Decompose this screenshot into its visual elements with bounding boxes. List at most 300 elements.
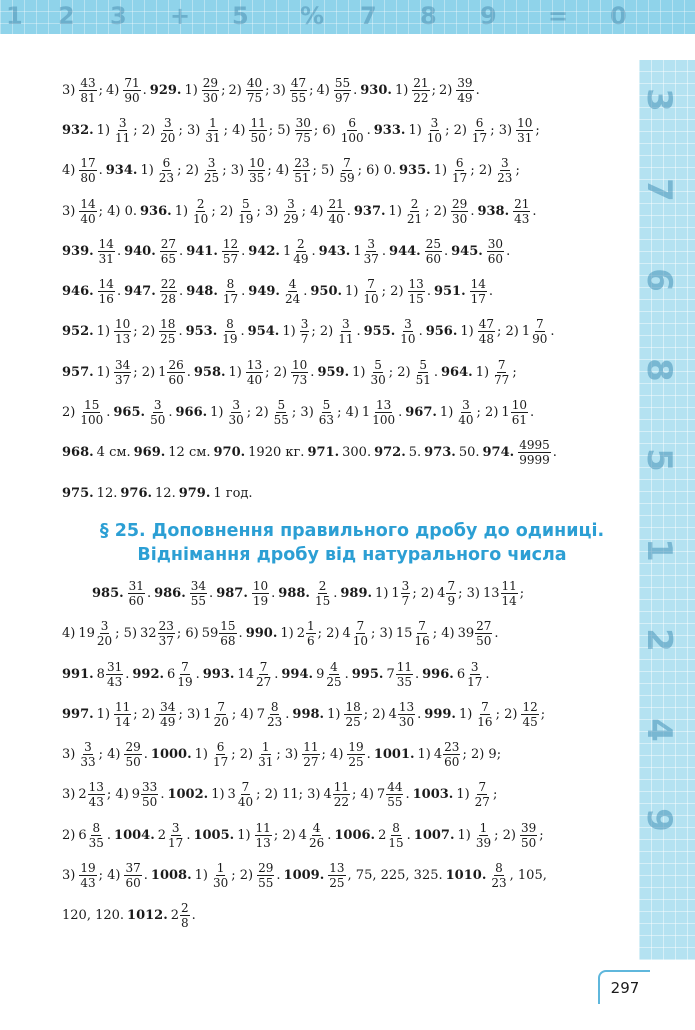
answer-text: . (143, 867, 148, 883)
fraction (212, 861, 229, 890)
fraction-denominator: 17 (212, 755, 229, 770)
fraction (474, 780, 491, 809)
fraction (352, 619, 369, 648)
mixed-whole-part: 4 (298, 827, 307, 843)
fraction (204, 116, 221, 145)
answer-line (62, 312, 642, 352)
exercise-number: 991. (62, 666, 94, 682)
fraction (456, 76, 473, 105)
mixed-whole-part: 59 (201, 626, 219, 642)
fraction (257, 861, 274, 890)
fraction (203, 156, 220, 185)
fraction-numerator: 21 (328, 196, 344, 211)
fraction-denominator: 27 (255, 674, 272, 689)
fraction (413, 619, 430, 648)
fraction (79, 740, 96, 769)
fraction-numerator: 11 (255, 820, 271, 835)
answer-text: . (532, 203, 537, 219)
fraction (340, 116, 365, 145)
exercise-number: 993. (202, 666, 235, 682)
fraction-numerator: 4 (330, 659, 338, 674)
answer-text: ; (265, 82, 270, 98)
answer-text: ; 2) (133, 122, 156, 138)
answer-text: . (475, 82, 480, 98)
fraction-denominator: 40 (328, 211, 344, 226)
answer-text: ; 4) (106, 787, 129, 803)
fraction (451, 197, 468, 226)
answer-text: 3) (62, 82, 76, 98)
mixed-whole-part: 15 (395, 626, 413, 642)
exercise-number: 953. (185, 324, 218, 340)
fraction-numerator: 10 (252, 578, 269, 593)
fraction-numerator: 47 (478, 317, 494, 332)
answer-text: . (346, 203, 351, 219)
answer-text: . (179, 284, 184, 300)
fraction (222, 237, 239, 266)
answer-line (62, 775, 642, 815)
answer-text: ; 2) (246, 405, 269, 421)
answer-text: ; 2) 9; (462, 747, 502, 763)
fraction-numerator: 3 (100, 619, 109, 634)
fraction-numerator: 3 (207, 156, 216, 171)
fraction (363, 237, 380, 266)
mixed-whole-part: 7 (386, 666, 395, 682)
fraction-numerator: 34 (160, 699, 176, 714)
fraction (306, 619, 316, 648)
fraction-numerator: 6 (162, 156, 171, 171)
answer-text: ; 3) (371, 626, 393, 642)
fraction (371, 398, 396, 427)
exercise-number: 955. (363, 324, 396, 340)
answer-text: , 75, 225, 325. (347, 867, 443, 883)
exercise-number: 1001. (373, 747, 415, 763)
answer-text: ; 4) (267, 163, 290, 179)
fraction-numerator: 3 (171, 820, 180, 835)
fraction (475, 619, 492, 648)
answer-text: ; (309, 82, 314, 98)
answer-text: ; 2) (494, 827, 516, 843)
fraction-numerator: 7 (418, 619, 426, 634)
mixed-whole-part: 4 (433, 747, 443, 763)
answer-text: . (98, 163, 103, 179)
fraction-numerator: 44 (387, 780, 403, 795)
fraction (396, 660, 413, 689)
exercise-number: 951. (433, 284, 466, 300)
answer-text: ; 2) (265, 364, 288, 380)
fraction (344, 700, 361, 729)
exercise-number: 932. (62, 122, 94, 138)
fraction-numerator: 13 (408, 277, 424, 292)
fraction (490, 861, 507, 890)
fraction-numerator: 7 (241, 780, 250, 795)
fraction (96, 619, 113, 648)
fraction-denominator: 25 (203, 171, 220, 186)
fraction-denominator: 30 (398, 714, 415, 729)
exercise-number: 950. (310, 284, 343, 300)
fraction-denominator: 21 (406, 211, 423, 226)
fraction-numerator: 55 (334, 75, 351, 90)
exercise-number: 996. (422, 666, 454, 682)
fraction (149, 398, 166, 427)
fraction-denominator: 20 (213, 714, 229, 729)
fraction (128, 579, 145, 608)
answer-text: ; (539, 827, 544, 843)
answer-line (62, 614, 642, 654)
fraction-denominator: 55 (190, 593, 207, 608)
answer-text: 50. (458, 445, 480, 461)
fraction-numerator: 26 (168, 357, 184, 372)
exercise-number: 997. (62, 706, 94, 722)
answer-text: 1) (194, 747, 208, 763)
answer-line (62, 815, 642, 855)
fraction-numerator: 31 (106, 659, 123, 674)
fraction-numerator: 21 (413, 75, 429, 90)
answer-text: 3) (62, 787, 76, 803)
exercise-number: 967. (405, 405, 437, 421)
fraction-denominator: 63 (318, 413, 335, 428)
answer-text: ; 6) (176, 626, 199, 642)
fraction-denominator: 23 (158, 171, 175, 186)
mixed-whole-part: 2 (78, 787, 87, 803)
fraction-numerator: 3 (84, 740, 92, 755)
fraction-numerator: 14 (98, 236, 114, 251)
fraction (511, 398, 528, 427)
fraction-denominator: 14 (501, 593, 517, 608)
answer-text: ; 2) (177, 163, 199, 179)
answer-text: 1) (345, 284, 359, 300)
answer-line (62, 734, 642, 774)
answer-text: . (195, 666, 200, 682)
fraction (167, 358, 184, 387)
answer-text: ; (512, 364, 517, 380)
answer-text: ; 4) (352, 787, 374, 803)
answer-text: . (327, 827, 332, 843)
mixed-whole-part: 13 (482, 585, 500, 601)
answer-text: . (552, 445, 557, 461)
fraction-numerator: 11 (501, 578, 517, 593)
exercise-number: 992. (132, 666, 165, 682)
fraction (160, 277, 177, 306)
answer-text: 4) (316, 82, 330, 98)
fraction-numerator: 7 (497, 357, 506, 372)
side-decorative-band: 3 7 6 8 5 1 2 4 9 (639, 60, 695, 960)
fraction-numerator: 11 (396, 659, 412, 674)
answer-text: ; 6) (313, 122, 336, 138)
fraction-denominator: 75 (295, 130, 311, 145)
exercise-number: 942. (248, 243, 280, 259)
fraction-numerator: 37 (125, 860, 141, 875)
exercise-number: 995. (351, 666, 384, 682)
fraction-numerator: 22 (160, 277, 177, 292)
answer-text: . (426, 284, 431, 300)
fraction-denominator: 97 (334, 90, 351, 105)
fraction (337, 317, 354, 346)
fraction-denominator: 23 (491, 875, 507, 890)
answer-line (62, 433, 642, 473)
page-number: 297 (598, 970, 650, 1004)
answer-text: . (238, 626, 243, 642)
fraction-numerator: 3 (287, 196, 295, 211)
answer-line (62, 352, 642, 392)
fraction (79, 76, 96, 105)
fraction (98, 277, 115, 306)
exercise-number: 930. (360, 82, 392, 98)
fraction (160, 237, 177, 266)
mixed-whole-part: 4 (342, 626, 351, 642)
fraction-denominator: 9 (447, 593, 456, 608)
answer-text: . (529, 405, 535, 421)
answer-text: ; (492, 787, 498, 803)
fraction-numerator: 11 (115, 699, 131, 714)
fraction (114, 116, 131, 145)
exercise-number: 968. (62, 445, 94, 461)
fraction-numerator: 27 (160, 236, 177, 251)
fraction-denominator: 24 (284, 292, 301, 307)
fraction-numerator: 23 (158, 619, 174, 634)
answer-text: ; 4) (98, 747, 121, 763)
fraction (451, 156, 468, 185)
exercise-number: 938. (477, 203, 510, 219)
fraction (180, 901, 190, 930)
fraction-denominator: 55 (290, 90, 307, 105)
fraction (246, 358, 263, 387)
fraction-numerator: 7 (447, 578, 456, 593)
fraction-denominator: 30 (370, 372, 386, 387)
fraction (457, 398, 474, 427)
fraction-numerator: 6 (348, 115, 356, 130)
fraction-denominator: 100 (372, 413, 396, 428)
answer-text: . (209, 585, 214, 601)
fraction-denominator: 17 (168, 835, 184, 850)
fraction-denominator: 31 (98, 251, 114, 266)
fraction-denominator: 40 (246, 372, 263, 387)
exercise-number: 971. (307, 445, 340, 461)
fraction-numerator: 11 (303, 740, 319, 755)
exercise-number: 966. (175, 405, 208, 421)
fraction-denominator: 31 (205, 130, 221, 145)
fraction (237, 197, 254, 226)
fraction (513, 197, 530, 226)
fraction (248, 156, 265, 185)
mixed-whole-part: 2 (170, 908, 180, 924)
fraction-denominator: 35 (396, 674, 412, 689)
fraction-denominator: 10 (352, 634, 369, 649)
mixed-whole-part: 3 (227, 787, 236, 803)
answer-text: 1) (456, 787, 470, 803)
fraction (446, 579, 456, 608)
answer-text: ; (98, 82, 104, 98)
fraction-denominator: 27 (303, 755, 319, 770)
fraction (475, 821, 492, 850)
exercise-number: 975. (62, 485, 94, 501)
fraction-denominator: 73 (292, 372, 308, 387)
fraction-numerator: 7 (356, 619, 365, 634)
fraction (79, 197, 96, 226)
fraction (318, 398, 335, 427)
fraction (476, 700, 493, 729)
fraction-denominator: 65 (160, 251, 177, 266)
exercise-number: 937. (353, 203, 386, 219)
fraction-numerator: 1 (216, 860, 225, 875)
answer-text: . (417, 706, 422, 722)
fraction-denominator: 55 (273, 413, 289, 428)
answer-text: ; (535, 122, 540, 138)
fraction-numerator: 5 (277, 398, 286, 413)
answer-text: 1) (210, 405, 224, 421)
answer-text: ; 2) (470, 163, 493, 179)
fraction-numerator: 8 (226, 317, 234, 332)
mixed-whole-part: 1 (521, 324, 531, 340)
fraction-denominator: 40 (237, 795, 254, 810)
fraction-denominator: 50 (521, 835, 537, 850)
fraction-numerator: 7 (217, 699, 226, 714)
answer-text: ; (540, 706, 546, 722)
answer-text: . (488, 284, 494, 300)
answer-text: ; 3) (178, 706, 201, 722)
mixed-whole-part: 32 (140, 626, 157, 642)
fraction-denominator: 51 (415, 372, 431, 387)
answer-text: 300. (342, 445, 372, 461)
answer-text: . (191, 908, 196, 924)
answer-text: ; (515, 163, 520, 179)
answer-text: ; 2) (497, 324, 519, 340)
fraction (213, 700, 230, 729)
fraction-numerator: 1 (209, 115, 217, 130)
fraction-denominator: 60 (487, 251, 504, 266)
fraction (302, 740, 319, 769)
fraction-denominator: 90 (532, 332, 548, 347)
fraction-denominator: 55 (258, 875, 274, 890)
answer-text: ; 3) (458, 585, 480, 601)
fraction (443, 740, 460, 769)
answer-text: 1) (417, 747, 431, 763)
fraction (114, 358, 131, 387)
fraction-numerator: 15 (84, 398, 100, 413)
answer-text: 2) (228, 82, 242, 98)
fraction-numerator: 3 (300, 317, 309, 332)
exercise-number: 970. (213, 445, 246, 461)
fraction-denominator: 50 (250, 130, 266, 145)
fraction-numerator: 29 (202, 75, 219, 90)
fraction-denominator: 10 (363, 292, 379, 307)
fraction-numerator: 34 (115, 357, 131, 372)
exercise-number: 948. (186, 284, 218, 300)
fraction-numerator: 10 (511, 398, 527, 413)
fraction-numerator: 4 (312, 820, 321, 835)
fraction (124, 740, 141, 769)
fraction-denominator: 19 (238, 211, 254, 226)
mixed-whole-part: 4 (323, 787, 332, 803)
mixed-whole-part: 9 (316, 666, 325, 682)
fraction (167, 821, 184, 850)
fraction-denominator: 57 (222, 251, 239, 266)
fraction-numerator: 27 (476, 619, 492, 634)
fraction (79, 156, 96, 185)
mixed-whole-part: 39 (457, 626, 475, 642)
fraction-denominator: 49 (293, 251, 309, 266)
exercise-number: 1006. (334, 827, 376, 843)
exercise-number: 946. (62, 284, 94, 300)
fraction-denominator: 50 (142, 795, 158, 810)
fraction-numerator: 8 (92, 820, 101, 835)
fraction (221, 317, 238, 346)
fraction (325, 660, 342, 689)
answer-text: . (405, 787, 410, 803)
answer-text: 2) (438, 82, 453, 98)
answer-text: 1) (408, 122, 422, 138)
fraction (88, 821, 105, 850)
answer-text: 12 см. (168, 445, 211, 461)
exercise-number: 943. (318, 243, 351, 259)
answer-text: . (398, 405, 403, 421)
answer-text: 12. (96, 485, 118, 501)
section-heading (62, 519, 642, 567)
exercise-number: 976. (120, 485, 153, 501)
mixed-whole-part: 4 (388, 706, 397, 722)
fraction (293, 156, 310, 185)
answers-content (62, 70, 642, 936)
answer-text: ; 4) (337, 405, 359, 421)
answer-text: ; 4) (432, 626, 455, 642)
fraction-denominator: 19 (177, 674, 193, 689)
answer-text: ; 2) (133, 706, 156, 722)
fraction-denominator: 16 (414, 634, 430, 649)
answer-text: 3) (272, 82, 286, 98)
fraction (333, 780, 350, 809)
answer-text: . (179, 243, 184, 259)
fraction (362, 277, 379, 306)
fraction-numerator: 43 (80, 75, 96, 90)
answer-text: . (303, 284, 308, 300)
fraction (158, 156, 175, 185)
fraction-denominator: 23 (497, 171, 513, 186)
fraction-numerator: 10 (517, 115, 533, 130)
fraction-numerator: 13 (88, 780, 104, 795)
fraction-denominator: 61 (511, 413, 527, 428)
fraction-numerator: 30 (487, 236, 504, 251)
mixed-whole-part: 2 (157, 827, 167, 843)
fraction-denominator: 16 (98, 292, 114, 307)
answers-block-section-25 (62, 573, 642, 936)
answer-line (62, 231, 642, 271)
answer-text: . (311, 243, 316, 259)
fraction (249, 116, 266, 145)
fraction-denominator: 7 (300, 332, 309, 347)
answer-text: 1) (96, 706, 111, 722)
answer-text: 1) (460, 324, 474, 340)
fraction-numerator: 13 (246, 357, 263, 372)
fraction (141, 780, 158, 809)
fraction (487, 237, 504, 266)
fraction-numerator: 10 (249, 156, 265, 171)
exercise-number: 958. (193, 364, 226, 380)
fraction (300, 317, 310, 346)
answer-text: 1) (352, 364, 366, 380)
mixed-whole-part: 6 (167, 666, 176, 682)
exercise-number: 933. (373, 122, 406, 138)
fraction (531, 317, 548, 346)
fraction (124, 861, 141, 890)
fraction-denominator: 13 (115, 332, 131, 347)
answer-text: 1) (96, 364, 111, 380)
exercise-number: 994. (281, 666, 314, 682)
fraction-denominator: 25 (160, 332, 176, 347)
answer-text: 1) (475, 364, 490, 380)
fraction-numerator: 29 (125, 740, 141, 755)
fraction (255, 660, 272, 689)
answers-block-section-24 (62, 70, 642, 513)
answer-text: ; 4) 0. (98, 203, 138, 219)
